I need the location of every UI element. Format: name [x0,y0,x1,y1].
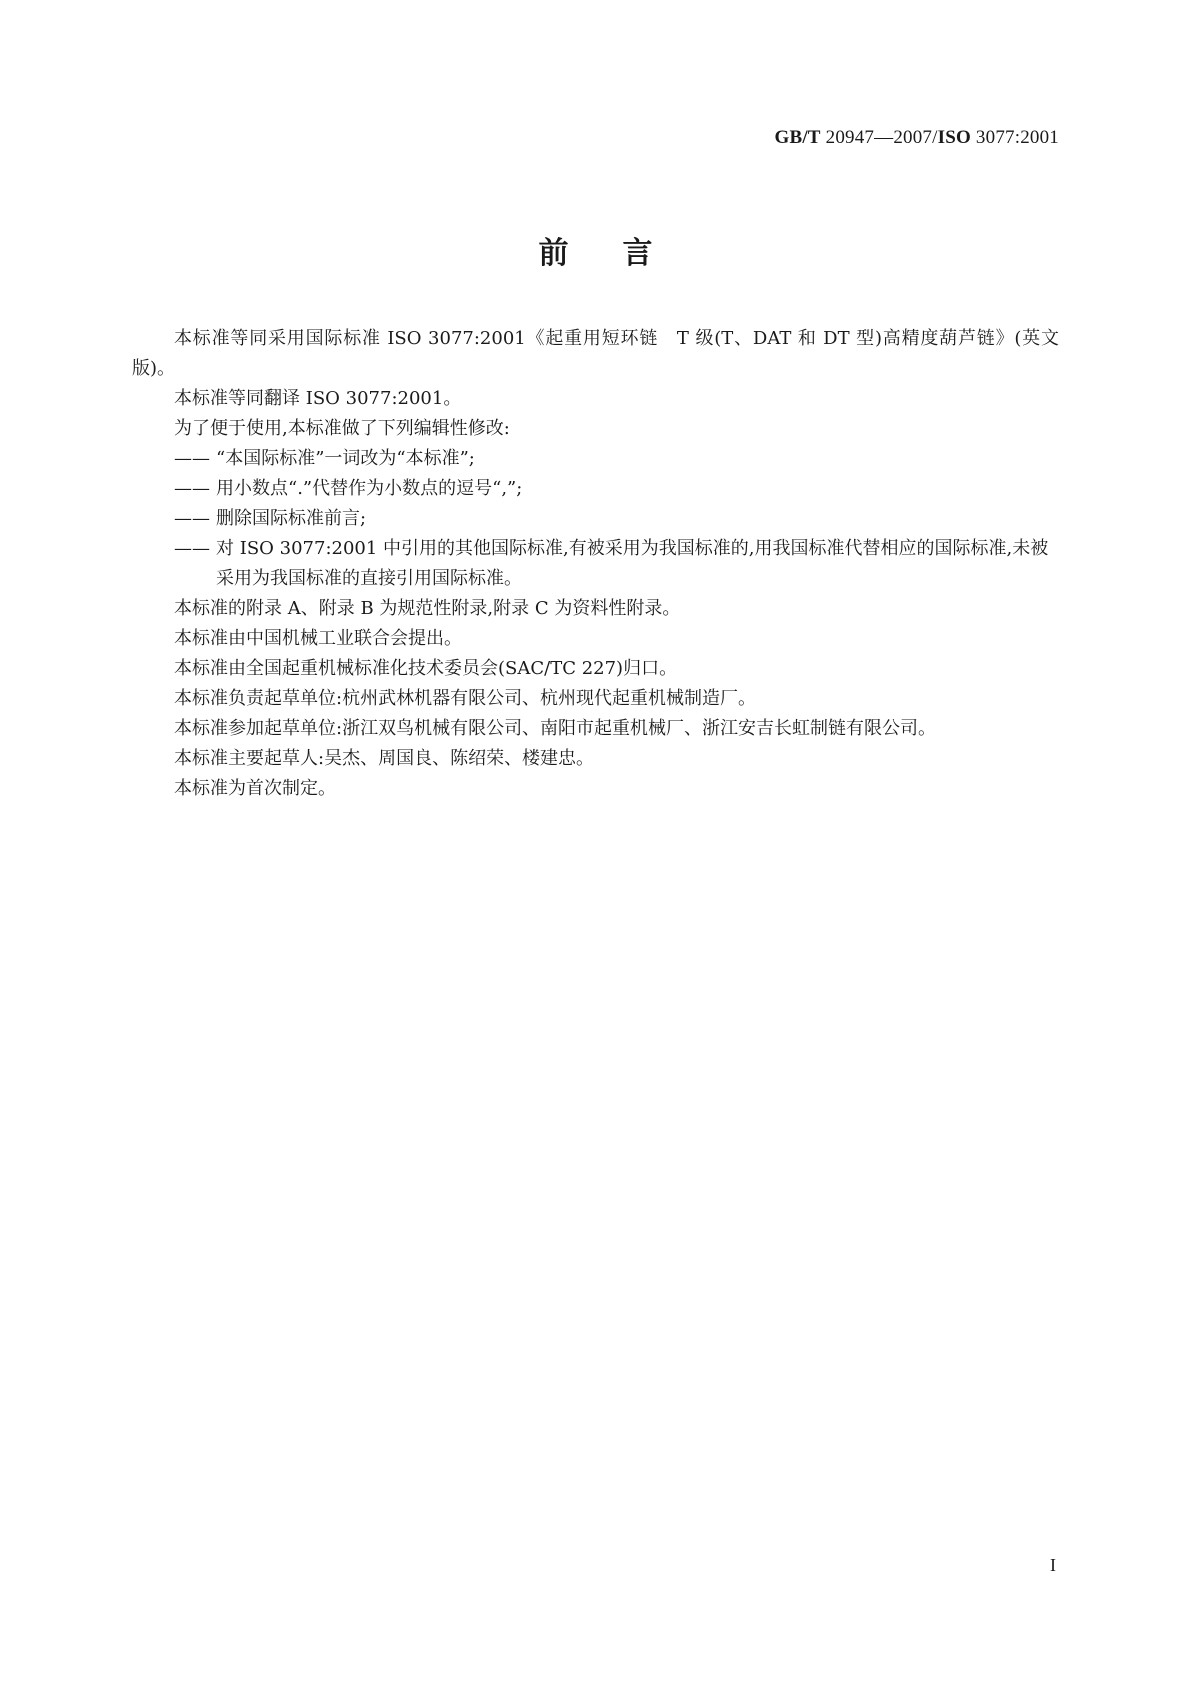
iso-prefix: ISO [937,127,971,148]
paragraph: 本标准为首次制定。 [174,778,336,799]
list-item [132,474,1059,504]
paragraph: 本标准由全国起重机械标准化技术委员会(SAC/TC 227)归口。 [174,658,678,679]
standard-prefix: GB/T [774,127,821,148]
list-item [132,444,1059,474]
list-item-text: “本国际标准”一词改为“本标准”; [216,448,475,469]
paragraph: 本标准负责起草单位:杭州武林机器有限公司、杭州现代起重机械制造厂。 [174,688,757,709]
list-item-text: 对 ISO 3077:2001 中引用的其他国际标准,有被采用为我国标准的,用我国标准代替相应的国际标准,未被采用为我国标准的直接引用国际标准。 [216,538,1049,589]
paragraph: 本标准参加起草单位:浙江双鸟机械有限公司、南阳市起重机械厂、浙江安吉长虹制链有限公司。 [174,718,937,739]
list-dash: —— [174,448,210,469]
paragraph: 本标准主要起草人:吴杰、周国良、陈绍荣、楼建忠。 [174,748,595,769]
page-number: I [1050,1555,1056,1575]
list-item [132,534,1059,594]
paragraph: 本标准等同翻译 ISO 3077:2001。 [174,388,462,409]
list-item-text: 用小数点“.”代替作为小数点的逗号“,”; [216,478,523,499]
foreword-body [132,324,1059,804]
iso-num: 3077:2001 [970,127,1059,148]
standard-num: 20947—2007/ [820,127,938,148]
paragraph: 本标准由中国机械工业联合会提出。 [174,628,462,649]
list-dash: —— [174,538,210,559]
page-title: 前言 [538,236,707,271]
list-item [132,504,1059,534]
list-dash: —— [174,508,210,529]
paragraph: 本标准等同采用国际标准 ISO 3077:2001《起重用短环链 T 级(T、DAT 和 DT 型)高精度葫芦链》(英文版)。 [132,328,1059,379]
paragraph: 为了便于使用,本标准做了下列编辑性修改: [174,418,510,439]
list-item-text: 删除国际标准前言; [216,508,367,529]
list-dash: —— [174,478,210,499]
paragraph: 本标准的附录 A、附录 B 为规范性附录,附录 C 为资料性附录。 [174,598,681,619]
modification-list [132,444,1059,594]
standard-number [774,127,1059,149]
